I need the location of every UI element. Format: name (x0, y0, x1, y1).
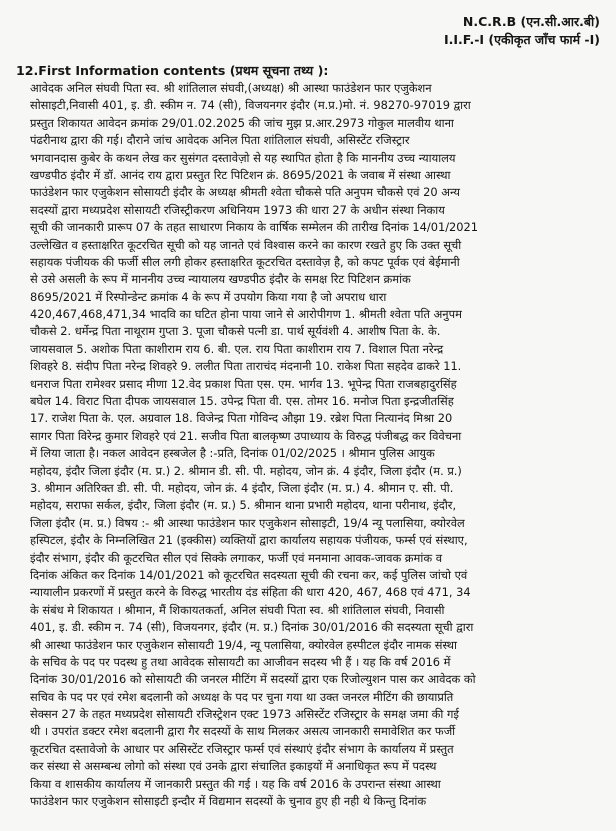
text-line: हस्पिटल, इंदौर के निम्नलिखित 21 (इक्कीस) व्यक्तियों द्वारा कार्यालय सहायक पंजीयक, फर्म्स एवं संस्थाए, (30, 533, 468, 548)
text-line: फाउंडेशन फार एजुकेशन सोसायटी इंदौर के अध्यक्ष श्रीमती श्वेता चौकसे पति अनुपम चौकसे एवं 20 अन्य (30, 185, 460, 200)
fir-body-text (30, 80, 600, 810)
text-line: चौकसे 2. धर्मेन्द्र पिता नाथूराम गुप्ता 3. पूजा चौकसे पत्नी डा. पार्थ सूर्यवंशी 4. आशीष पिता के. के. (30, 324, 441, 339)
text-line: महोदय, इंदौर जिला इंदौर (म. प्र.) 2. श्रीमान डी. सी. पी. महोदय, जोन क्रं. 4 इंदौर, जिला इंदौर (म. प्र.) (30, 463, 462, 478)
text-line: जायसवाल 5. अशोक पिता काशीराम राय 6. बी. एल. राय पिता काशीराम राय 7. विशाल पिता नरेन्द्र (30, 341, 444, 356)
text-line: न्यायालीन प्रकरणों में प्रस्तुत करने के विरुद्ध भारतीय दंड संहिता की धारा 420, 467, 468 एवं 471, 34 (30, 585, 471, 600)
text-line: सदस्यों द्वारा मध्यप्रदेश सोसायटी रजिस्ट्रीकरण अधिनियम 1973 की धारा 27 के अधीन संस्था निकाय (30, 202, 445, 217)
text-line: सागर पिता विरेन्द्र कुमार शिवहरे एवं 21. सजीव पिता बालकृष्ण उपाध्याय के विरुद्ध पंजीबद्ध कर विवेचना (30, 428, 462, 443)
text-line: 401, इ. डी. स्कीम न. 74 (सी), विजयनगर, इंदौर (म. प्र.) दिनांक 30/01/2016 की सदस्यता सूची द्वारा (30, 620, 474, 635)
text-line: जिला इंदौर (म. प्र.) विषय :- श्री आस्था फाउंडेशन फार एजुकेशन सोसाइटी, 19/4 न्यू पलासिया, क्योरवेल (30, 515, 465, 530)
text-line: सहायक पंजीयक की फर्जी सील लगी होकर हस्ताक्षरित कूटरचित दस्तावेज़ है, को कपट पूर्वक एवं बेईमानी (30, 254, 460, 269)
text-line: 3. श्रीमान अतिरिक्त डी. सी. पी. महोदय, जोन क्रं. 4 इंदौर, जिला इंदौर (म. प्र.) 4. श्रीमान ए. सी. पी. (30, 480, 454, 495)
text-line: दिनांक अंकित कर दिनांक 14/01/2021 को कूटरचित सदस्यता सूची की रचना कर, कई पुलिस जांचो एवं (30, 567, 468, 582)
text-line: थी । उपरांत डक्टर रमेश बदलानी द्वारा गैर सदस्यों के साथ मिलकर असत्य जानकारी समावेशित कर फर्जी (30, 724, 456, 739)
text-line: सूची की जानकारी प्रारूप 07 के तहत साधारण निकाय के वार्षिक सम्मेलन की तारीख दिनांक 14/01/2021 (30, 220, 479, 235)
text-line: में लिया जाता है। नकल आवेदन हस्बजेल है :-प्रति, दिनांक 01/02/2025 । श्रीमान पुलिस आयुक (30, 446, 435, 461)
text-line: 17. राजेश पिता के. एल. अग्रवाल 18. विजेन्द्र पिता गोविन्द औझा 19. रब्रेश पिता नित्यानंद मिश्रा 20 (30, 411, 453, 426)
text-line: प्रस्तुत शिकायत आवेदन क्रमांक 29/01.02.2025 की जांच मुझ प्र.आर.2973 गोकुल मालवीय थाना (30, 115, 454, 130)
text-line: खण्डपीठ इंदौर में डॉ. आनंद राय द्वारा प्रस्तुत रिट पिटिशन क्रं. 8695/2021 के जवाब में संस्था आस्था (30, 167, 451, 182)
text-line: दिनांक 30/01/2016 को सोसायटी की जनरल मीटिंग में सदस्यों द्वारा एक रिजोल्युशन पास कर आवेदक को (30, 672, 476, 687)
text-line: से उसे असली के रूप में माननीय उच्च न्यायालय खण्डपीठ इंदौर के समक्ष रिट पिटिशन क्रमांक (30, 272, 411, 287)
text-line: आवेदक अनिल संघवी पिता स्व. श्री शांतिलाल संघवी,(अध्यक्ष) श्री आस्था फाउंडेशन फार एजुकेशन (30, 81, 432, 95)
text-line: सोसाइटी,निवासी 401, इ. डी. स्कीम न. 74 (सी), विजयनगर इंदौर (म.प्र.)मो. नं. 98270-97019 द्वारा (30, 98, 471, 113)
text-line: शिवहरे 8. संदीप पिता नरेन्द्र शिवहरे 9. ललीत पिता ताराचंद मंदनानी 10. राकेश पिता सहदेव ढाकरे 11. (30, 359, 462, 374)
text-line: 8695/2021 में रिस्पोन्डेन्ट क्रमांक 4 के रूप में उपयोग किया गया है जो अपराध धारा (30, 289, 387, 304)
text-line: के संबंध मे शिकायत । श्रीमान, मैं शिकायतकर्ता, अनिल संघवी पिता स्व. श्री शांतिलाल संघवी, निवासी (30, 602, 445, 617)
form-header-ncrb: N.C.R.B (एन.सी.आर.बी) (462, 14, 600, 29)
text-line: भगवानदास कुबेर के कथन लेख कर सुसंगत दस्तावेज़ो से यह स्थापित होता है कि माननीय उच्च न्यायालय (30, 150, 456, 165)
text-line: इंदौर संभाग, इंदौर की कूटरचित सील एवं सिक्के लगाकर, फर्जी एवं मनमाना आवक-जावक क्रमांक व (30, 550, 443, 565)
form-header-iif: I.I.F.-I (एकीकृत जाँच फार्म -I) (443, 32, 600, 47)
text-line: बघेल 14. विराट पिता दीपक जायसवाल 15. उपेन्द्र पिता वी. एस. तोमर 16. मनोज पिता इन्द्रजीतसिंह (30, 394, 454, 409)
text-line: सचिव के पद पर एवं रमेश बदलानी को अध्यक्ष के पद पर चुना गया था उक्त जनरल मीटिंग की छायाप्रति (30, 689, 454, 704)
text-line: महोदय, सराफा सर्कल, इंदौर, जिला इंदौर (म. प्र.) 5. श्रीमान थाना प्रभारी महोदय, थाना परीनाथ, इंदौर, (30, 498, 457, 513)
text-line: कर संस्था से असम्बन्ध लोगो को संस्था एवं उनके द्वारा संचालित इकाइयों में अनाधिकृत रूप में पदस्थ (30, 759, 437, 774)
text-line: 420,467,468,471,34 भादवि का घटित होना पाया जाने से आरोपीगण 1. श्रीमती श्वेता पति अनुपम (30, 307, 462, 322)
text-line: फाउंडेशन फार एजुकेशन सोसाइटी इन्दौर में विद्यमान सदस्यों के चुनाव हुए ही नही थे किन्तु दिनांक (30, 794, 427, 809)
text-line: सेक्सन 27 के तहत मध्यप्रदेश सोसायटी रजिस्ट्रेशन एक्ट 1973 असिस्टेंट रजिस्ट्रार के समक्ष जमा की गई (30, 707, 460, 722)
text-line: धनराज पिता रामेश्वर प्रसाद मीणा 12.वेद प्रकाश पिता एस. एम. भार्गव 13. भूपेन्द्र पिता राजबहादुरसिंह (30, 376, 457, 391)
text-line: पंढरीनाथ द्वारा की गई। दौराने जांच आवेदक अनिल पिता शांतिलाल संघवी, असिस्टेंट रजिस्ट्रार (30, 133, 410, 148)
text-line: उल्लेखित व हस्ताक्षरित कूटरचित सूची को यह जानते एवं विश्वास करने का कारण रखते हुए कि उक्त सूची (30, 237, 462, 252)
text-line: के सचिव के पद पर पदस्थ हु तथा आवेदक सोसायटी का आजीवन सदस्य भी हैं । यह कि वर्ष 2016 में (30, 654, 451, 669)
section-title: 12.First Information contents (प्रथम सूचना तथ्य ): (16, 63, 329, 78)
text-line: श्री आस्था फाउंडेशन फार एजुकेशन सोसायटी 19/4, न्यू पलासिया, क्योरवेल हस्पीटल इंदौर नामक संस्था (30, 637, 457, 652)
text-line: किया व शासकीय कार्यालय में जानकारी प्रस्तुत की गई । यह कि वर्ष 2016 के उपरान्त संस्था आस्था (30, 776, 441, 791)
text-line: कूटरचित दस्तावेजो के आधार पर असिस्टेंट रजिस्ट्रार फर्म्स एवं संस्थाएं इंदौर संभाग के कार्यालय में प्रस्तुत (30, 741, 454, 756)
